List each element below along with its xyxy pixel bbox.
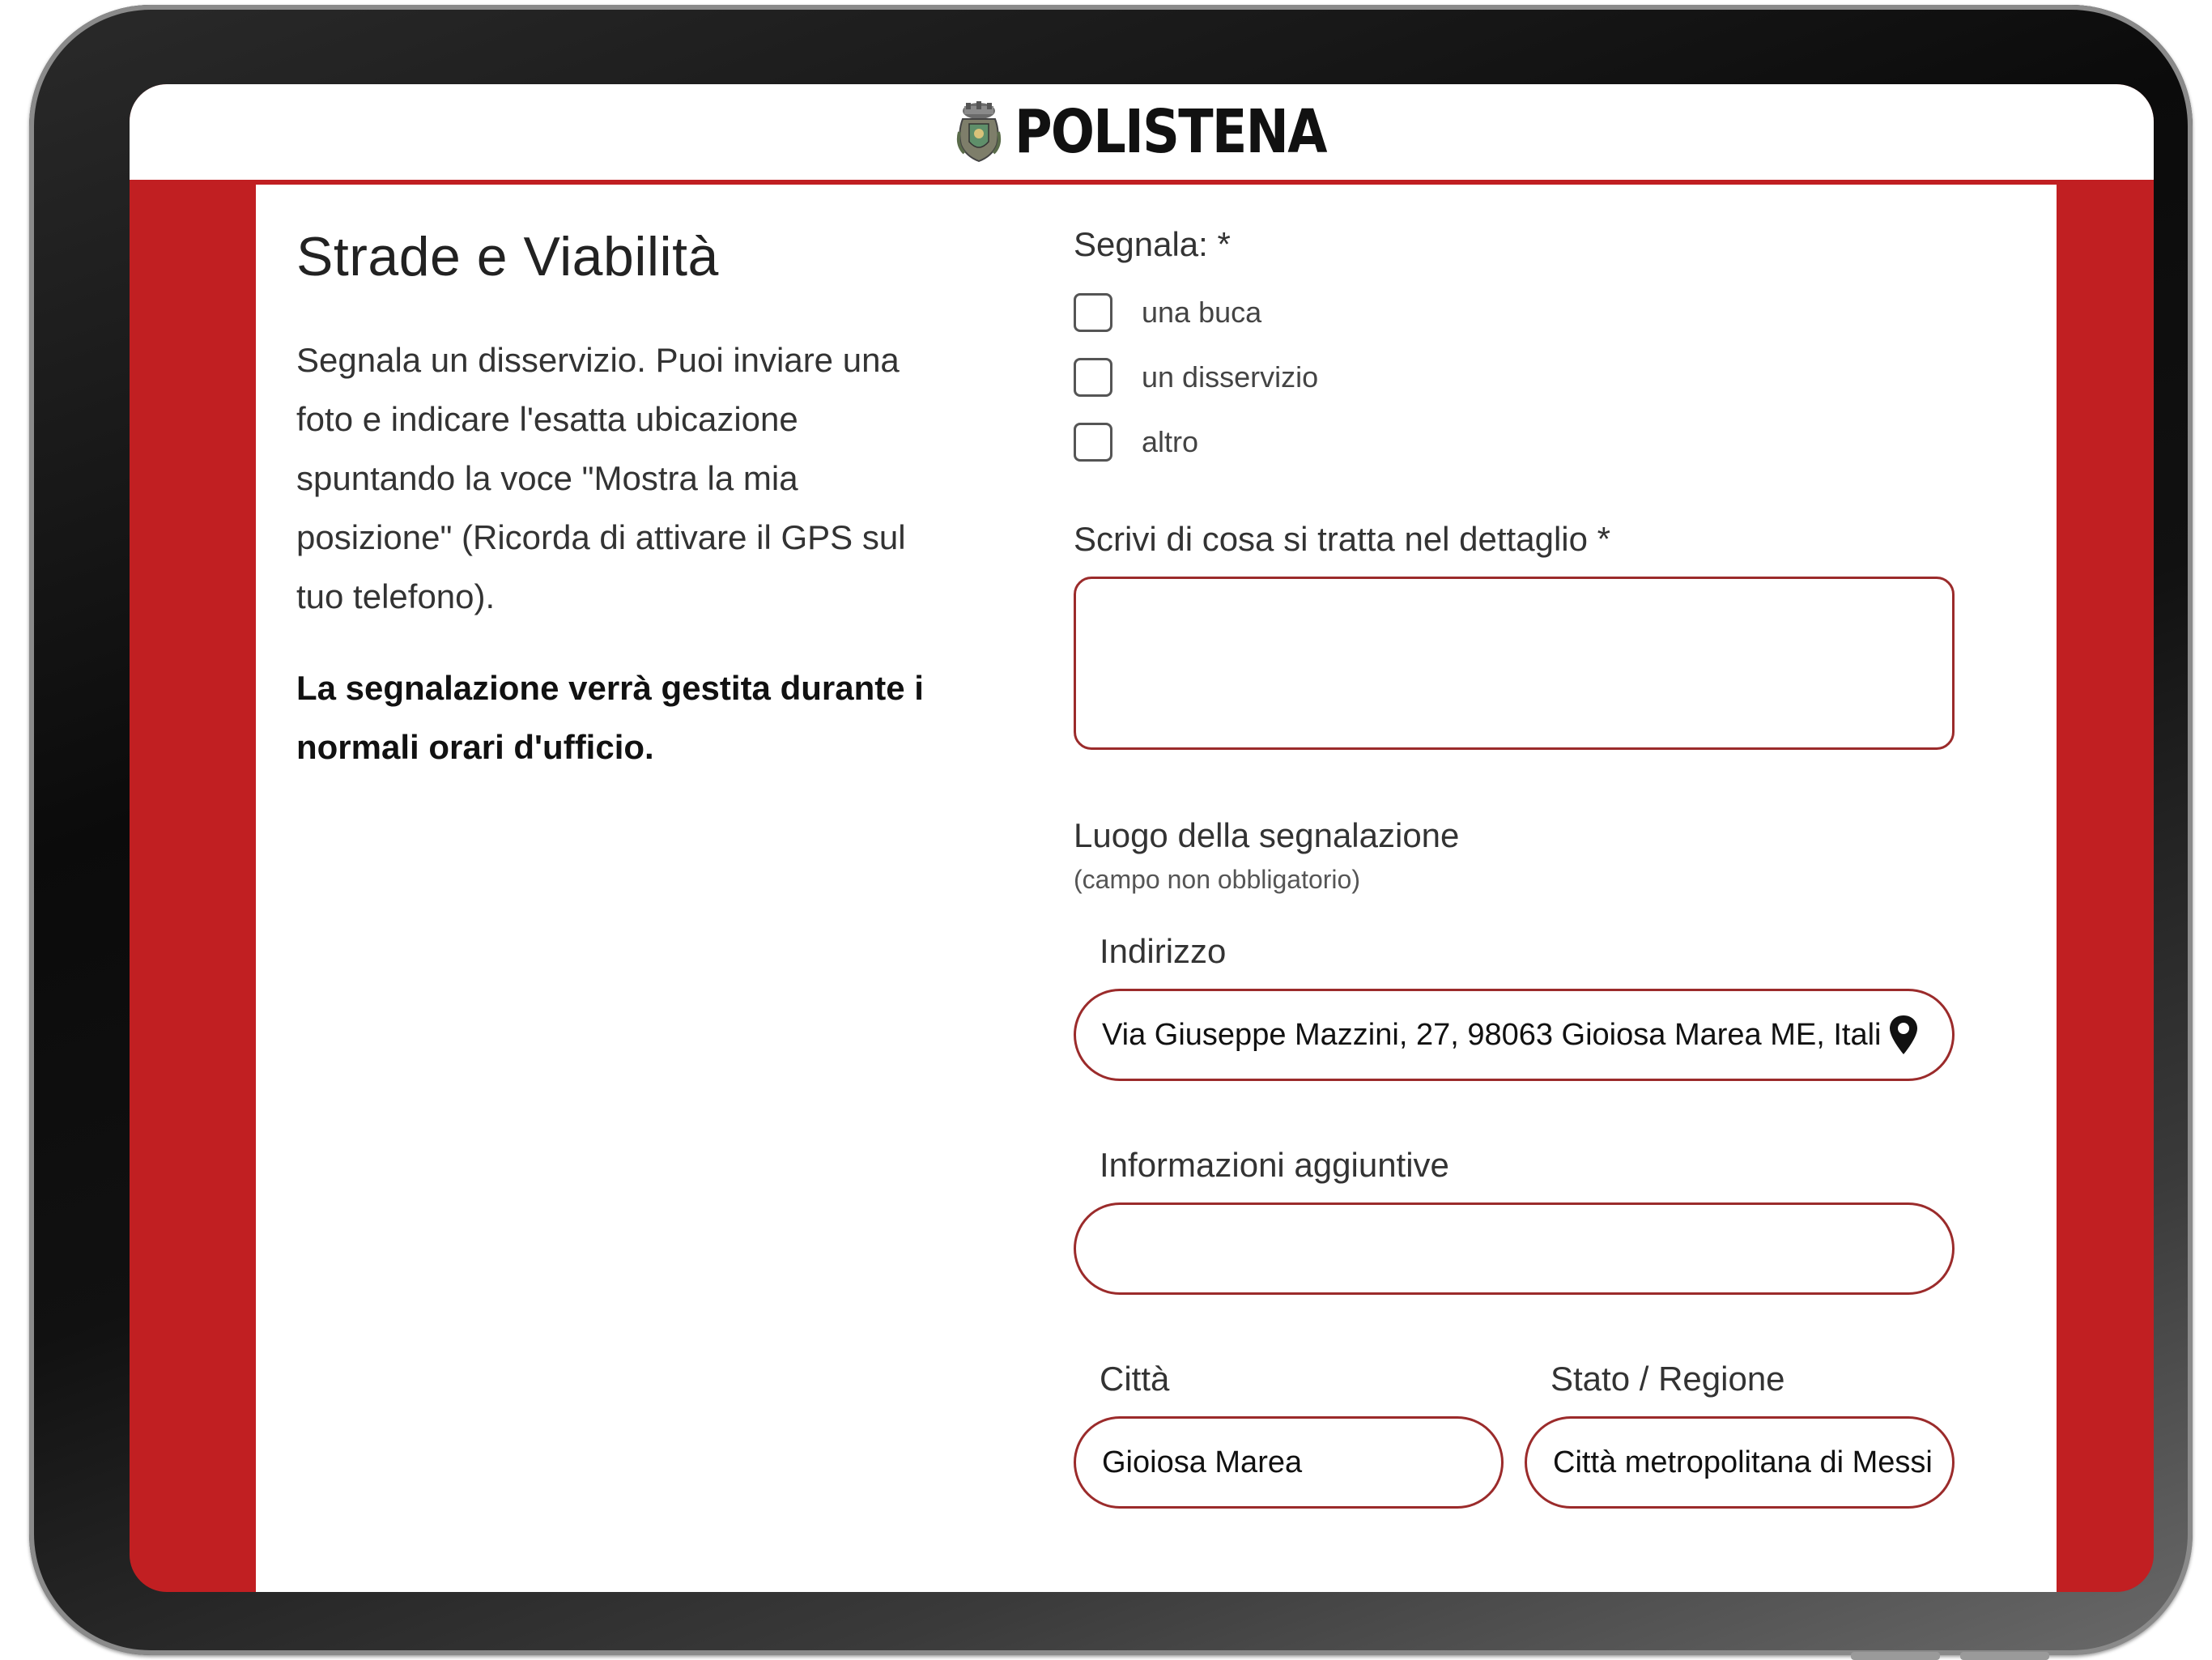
indirizzo-field[interactable]	[1074, 989, 1955, 1081]
coat-of-arms-icon	[955, 100, 1003, 164]
content-panel	[256, 185, 2057, 1592]
checkbox-un-disservizio[interactable]	[1074, 358, 1112, 397]
info-field[interactable]	[1074, 1202, 1955, 1295]
option-label: un disservizio	[1142, 360, 1319, 394]
luogo-label: Luogo della segnalazione	[1074, 816, 1460, 854]
report-form	[1074, 225, 1956, 1509]
indirizzo-input[interactable]	[1076, 991, 1952, 1079]
location-pin-icon[interactable]	[1887, 1014, 1920, 1056]
regione-input[interactable]	[1527, 1419, 1952, 1506]
option-label: una buca	[1142, 296, 1262, 329]
site-header	[130, 84, 2154, 185]
option-una-buca[interactable]	[1074, 280, 1956, 345]
service-description	[296, 225, 944, 777]
tablet-power-button	[1960, 1652, 2049, 1660]
dettaglio-textarea[interactable]	[1074, 577, 1955, 750]
brand-name: POLISTENA	[1015, 97, 1327, 167]
citta-label: Città	[1100, 1360, 1170, 1398]
segnala-label: Segnala: *	[1074, 225, 1231, 263]
option-altro[interactable]	[1074, 410, 1956, 475]
regione-label: Stato / Regione	[1551, 1360, 1785, 1398]
tablet-frame	[29, 5, 2193, 1655]
citta-regione-row	[1074, 1360, 1956, 1509]
info-input[interactable]	[1076, 1205, 1952, 1292]
info-label: Informazioni aggiuntive	[1100, 1146, 1449, 1184]
screen	[130, 84, 2154, 1592]
citta-field[interactable]	[1074, 1416, 1504, 1509]
citta-input[interactable]	[1076, 1419, 1501, 1506]
page-title: Strade e Viabilità	[296, 226, 719, 287]
office-hours-notice: La segnalazione verrà gestita durante i normali orari d'ufficio.	[296, 669, 924, 766]
citta-group	[1074, 1360, 1504, 1509]
brand-logo[interactable]	[955, 97, 1328, 167]
option-un-disservizio[interactable]	[1074, 345, 1956, 410]
regione-field[interactable]	[1525, 1416, 1955, 1509]
dettaglio-label: Scrivi di cosa si tratta nel dettaglio *	[1074, 520, 1610, 558]
checkbox-una-buca[interactable]	[1074, 293, 1112, 332]
checkbox-altro[interactable]	[1074, 423, 1112, 462]
indirizzo-label: Indirizzo	[1100, 932, 1227, 970]
intro-text: Segnala un disservizio. Puoi inviare una foto e indicare l'esatta ubicazione spuntando la voce "Mostra la mia posizione" (Ricorda di attivare il GPS sul tuo telefono).	[296, 341, 906, 615]
regione-group	[1525, 1360, 1955, 1509]
luogo-optional-note: (campo non obbligatorio)	[1074, 865, 1360, 894]
tablet-volume-button	[1851, 1652, 1940, 1660]
option-label: altro	[1142, 425, 1199, 458]
